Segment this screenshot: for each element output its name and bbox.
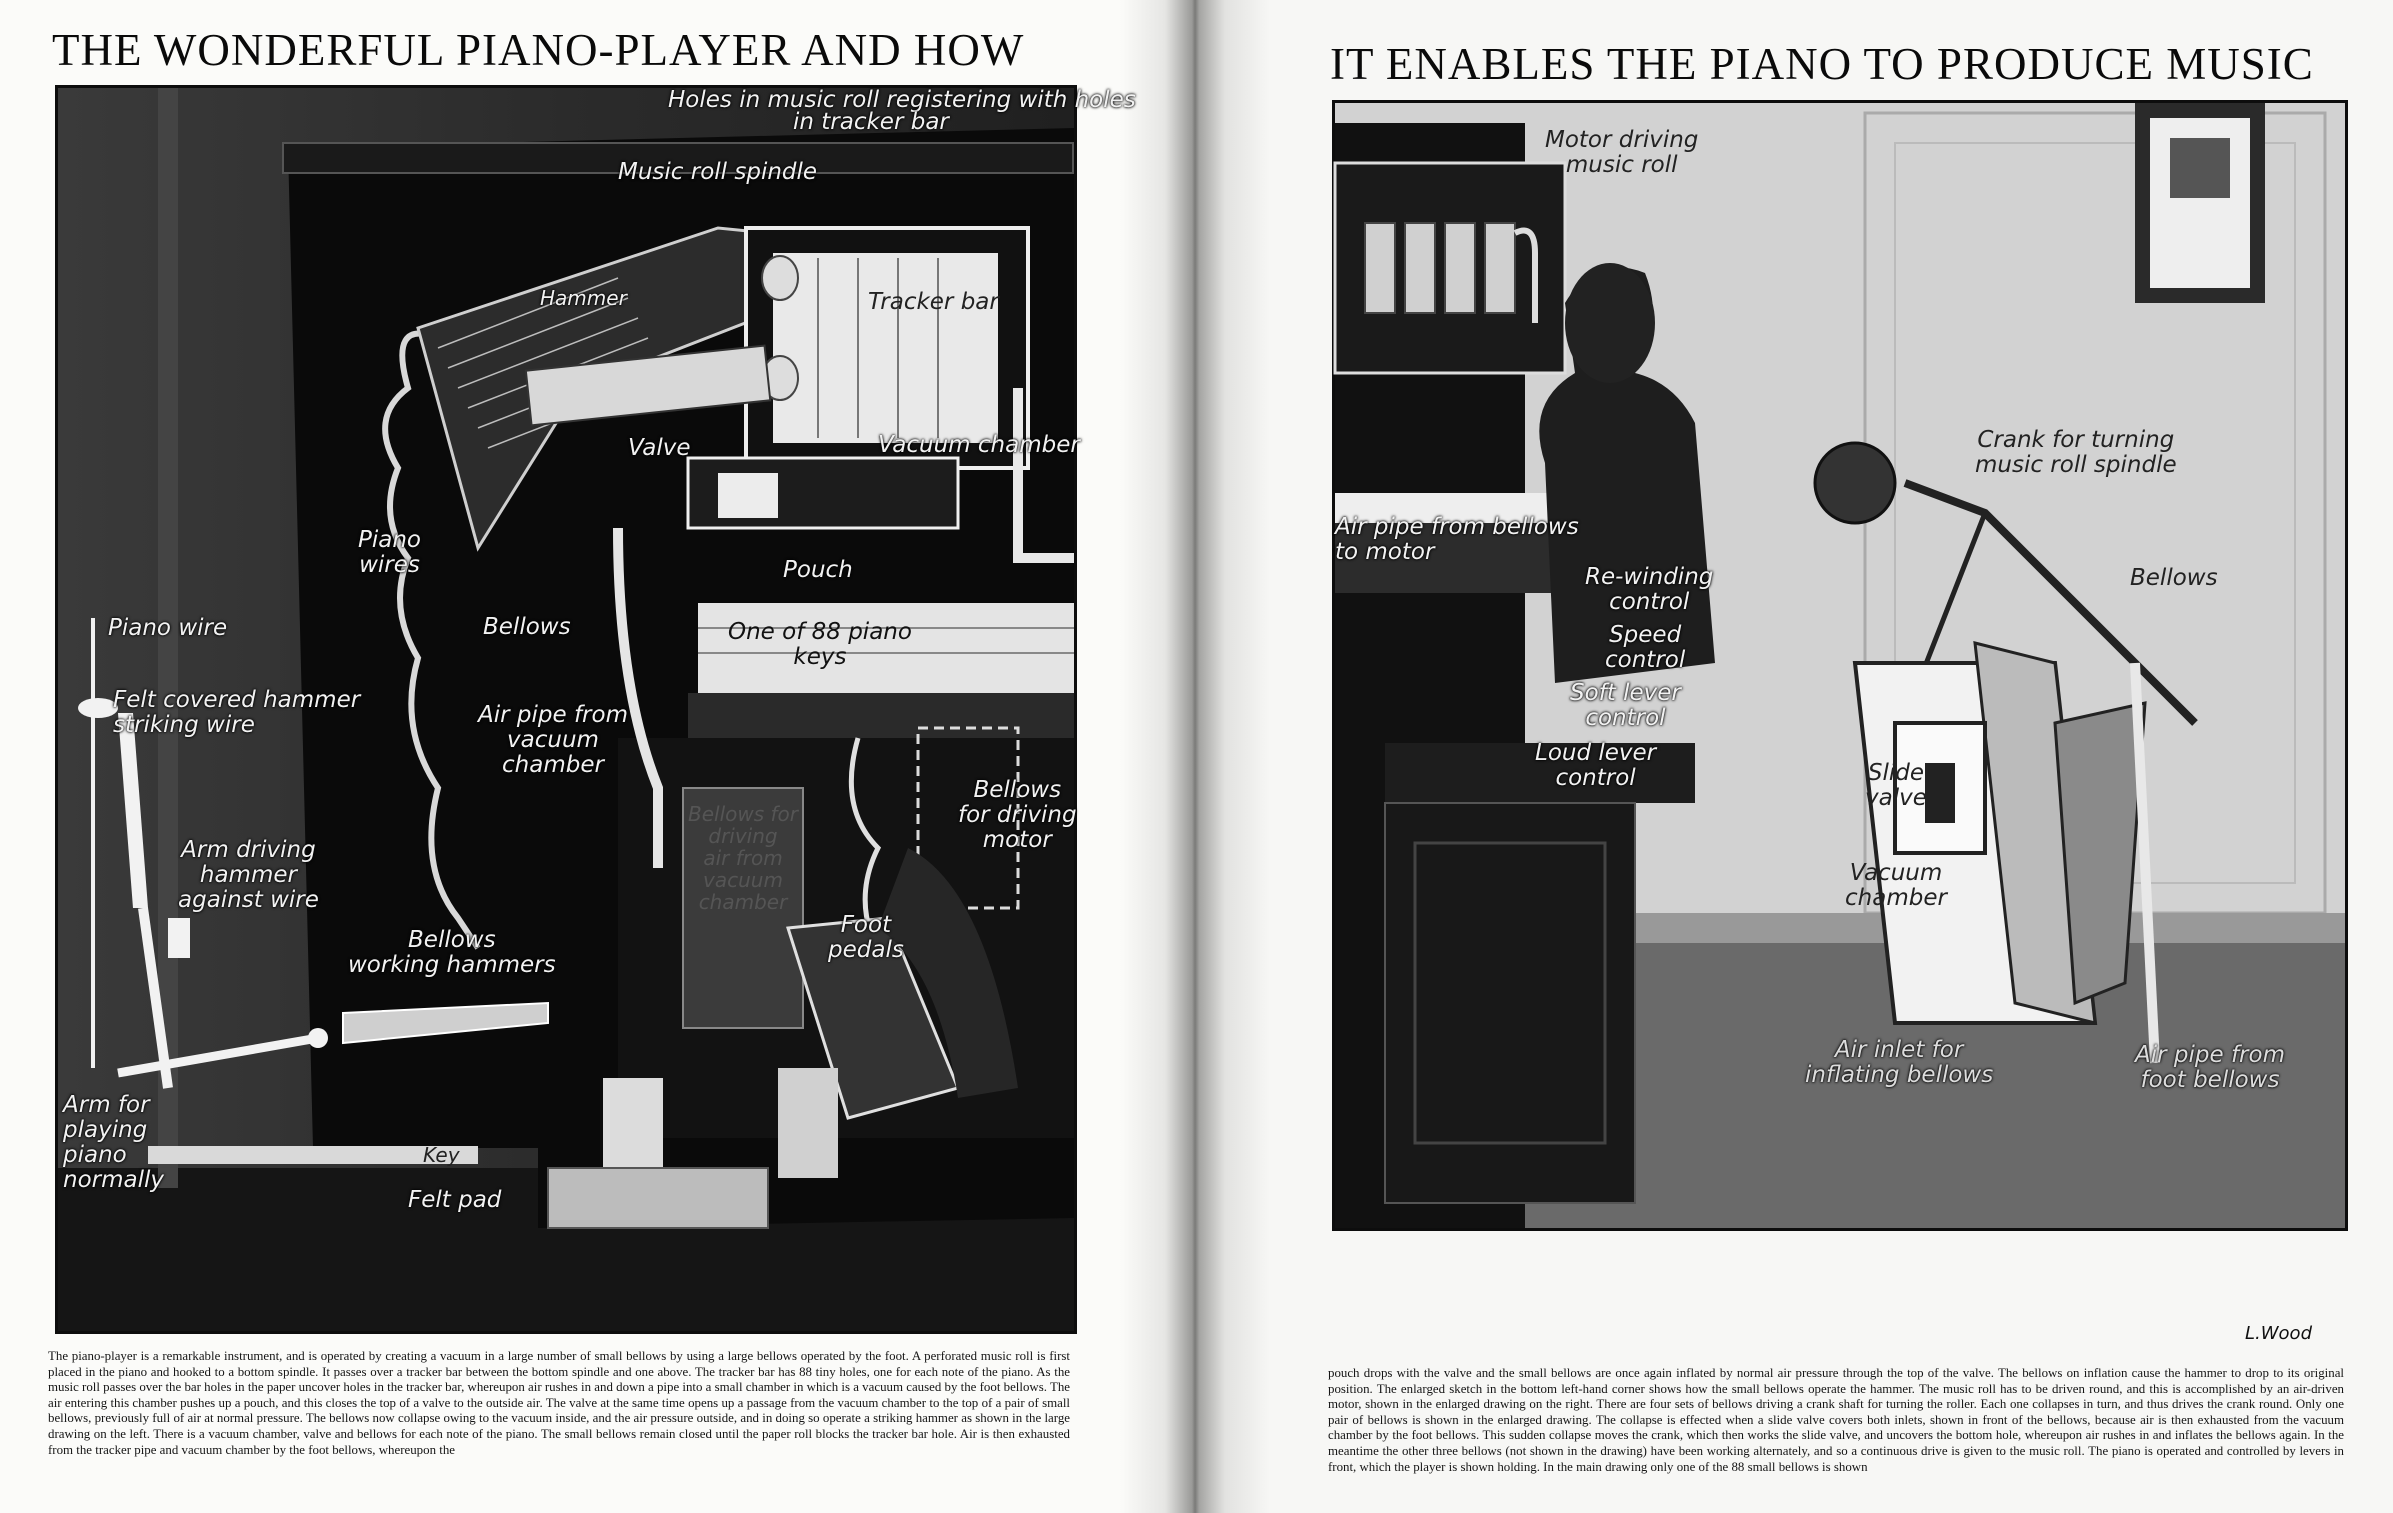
label-vacuum-chamber: Vacuum chamber: [878, 432, 1080, 458]
label-bellows-motor: Bellows for driving motor: [958, 777, 1077, 853]
label-air-pipe: Air pipe from vacuum chamber: [478, 702, 628, 778]
label-crank: Crank for turning music roll spindle: [1975, 427, 2177, 478]
label-felt-hammer: Felt covered hammer striking wire: [113, 687, 361, 738]
headline-left: THE WONDERFUL PIANO-PLAYER AND HOW: [52, 25, 1025, 75]
caption-right: pouch drops with the valve and the small bellows are once again inflated by normal air pressure through the top of the valve. The bellows on inflation cause the hammer to drop to its original position. The enlarged sketch in the bottom left-hand corner shows how the small bellows operate the hammer. The music roll has to be driven round, and this is accomplished by an air-driven motor, shown in the enlarged drawing on the right. There are four sets of bellows driving a crank shaft for turning the roller. Each one collapses in turn, and thus drives the crank round. Only one pair of bellows is shown in the enlarged drawing. The collapse is effected when a slide valve covers both inlets, shown in front of the bellows, because air is then exhausted from the vacuum chamber by the foot bellows. This sudden collapse moves the crank, which then works the slide valve, and uncovers the bottom hole, whereupon air rushes in and inflates the bellows again. In the meantime the other three bellows (not shown in the drawing) have been working alternately, and so a continuous drive is given to the music roll. The piano is operated and controlled by levers in front, which the player is shown holding. In the main drawing only one of the 88 small bellows is shown: [1328, 1366, 2344, 1474]
label-pouch: Pouch: [783, 557, 853, 583]
label-holes: Holes in music roll registering with holes: [668, 87, 1136, 113]
label-motor: Motor driving music roll: [1545, 127, 1699, 178]
label-arm-playing: Arm for playing piano normally: [63, 1092, 164, 1193]
label-music-roll-spindle: Music roll spindle: [618, 159, 818, 185]
caption-left: The piano-player is a remarkable instrument, and is operated by creating a vacuum in a large number of small bellows by using a large bellows operated by the foot. A perforated music roll is first placed in the piano and hooked to a bottom spindle. It passes over a tracker bar between the bottom spindle and one above. The tracker bar has 88 tiny holes, one for each note of the piano. As the music roll passes over the bar holes in the paper uncover holes in the tracker bar, whereupon air rushes in and down a pipe into a small chamber in which is a vacuum caused by the foot bellows. The air entering this chamber pushes up a pouch, and this closes the top of a valve to the outside air. The valve at the same time opens up a passage from the vacuum chamber to the top of a pair of small bellows, previously full of air at normal pressure. The bellows now collapse owing to the vacuum inside, and the air pressure outside, and in doing so operate a striking hammer as shown in the large drawing on the left. There is a vacuum chamber, valve and bellows for each note of the piano. The small bellows remain closed until the paper roll blocks the tracker bar hole. Air is then exhausted from the tracker pipe and vacuum chamber by the foot bellows, whereupon the: [48, 1349, 1070, 1457]
label-bellows-hammers: Bellows working hammers: [348, 927, 556, 978]
label-bellows: Bellows: [483, 614, 571, 640]
label-arm-driving: Arm driving hammer against wire: [178, 837, 319, 913]
label-air-pipe-motor: Air pipe from bellows to motor: [1335, 514, 1579, 565]
label-hammer: Hammer: [540, 286, 627, 310]
label-felt-pad: Felt pad: [408, 1187, 502, 1213]
label-air-inlet: Air inlet for inflating bellows: [1805, 1037, 1994, 1088]
label-valve: Valve: [628, 435, 691, 461]
player-motor-illustration: [1332, 100, 2348, 1344]
label-vacuum-chamber-right: Vacuum chamber: [1845, 860, 1947, 911]
label-key: Key: [423, 1143, 460, 1167]
label-soft: Soft lever control: [1570, 680, 1681, 731]
label-piano-wire: Piano wire: [108, 615, 228, 641]
label-speed: Speed control: [1605, 622, 1686, 673]
label-bellows-right: Bellows: [2130, 565, 2218, 591]
label-tracker-bar: Tracker bar: [868, 289, 999, 315]
label-piano-wires: Piano wires: [358, 527, 422, 578]
book-gutter: [1120, 0, 1270, 1513]
piano-cutaway-illustration: [55, 85, 1136, 1334]
label-air-pipe-foot: Air pipe from foot bellows: [2135, 1042, 2285, 1093]
artist-signature: L.Wood: [2245, 1323, 2312, 1344]
label-loud: Loud lever control: [1535, 740, 1657, 791]
label-rewinding: Re-winding control: [1585, 564, 1714, 615]
label-slide-valve: Slide valve: [1865, 760, 1927, 811]
label-holes-2: in tracker bar: [793, 109, 949, 135]
headline-right: IT ENABLES THE PIANO TO PRODUCE MUSIC: [1330, 39, 2314, 89]
label-foot-pedals: Foot pedals: [828, 912, 904, 963]
label-piano-keys: One of 88 piano keys: [728, 619, 912, 670]
label-bellows-driving-air: Bellows for driving air from vacuum chamber: [688, 802, 799, 914]
